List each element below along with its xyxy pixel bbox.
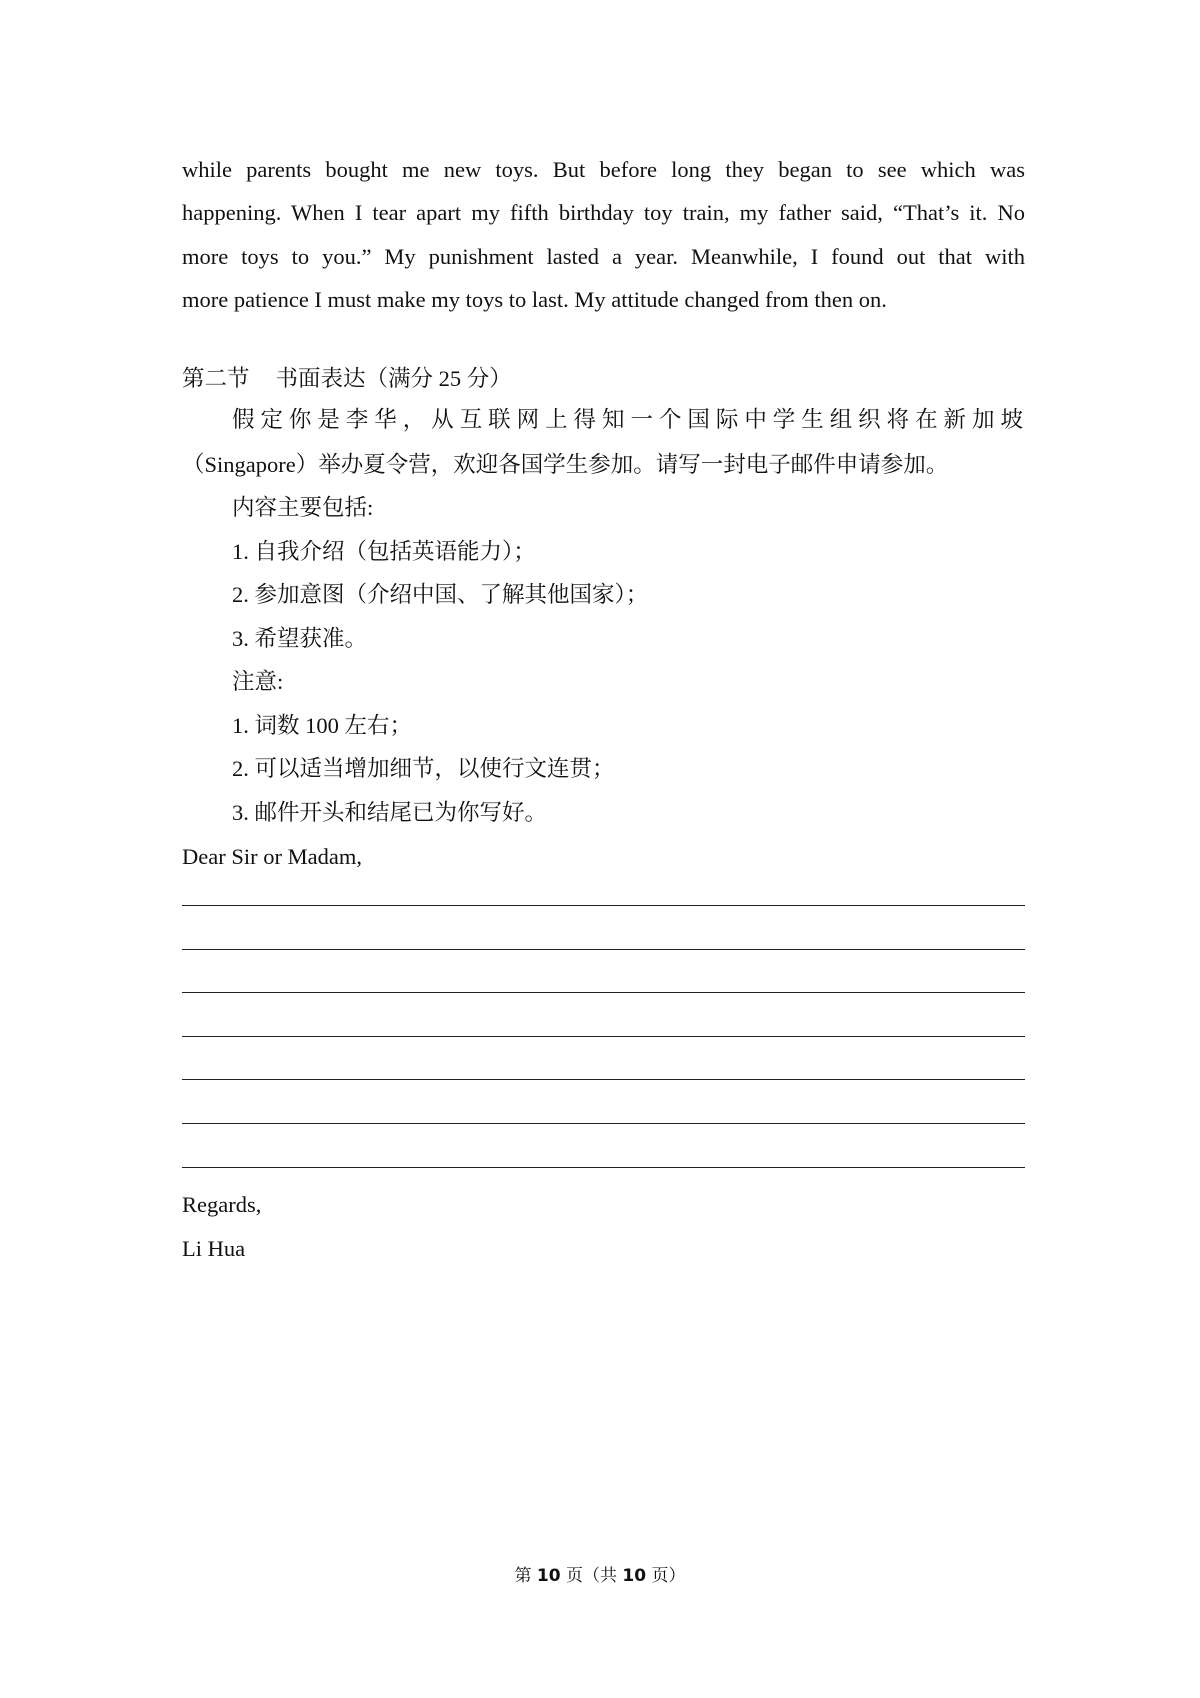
writing-line bbox=[182, 1036, 1025, 1037]
note-item-1: 1. 词数 100 左右； bbox=[232, 713, 413, 738]
writing-line bbox=[182, 905, 1025, 906]
section-number: 第二节 bbox=[182, 366, 250, 391]
writing-line bbox=[182, 992, 1025, 993]
section-heading bbox=[182, 364, 512, 394]
writing-line bbox=[182, 1123, 1025, 1124]
passage-line-3: more toys to you.” My punishment lasted a year. Meanwhile, I found out that with bbox=[182, 244, 1025, 269]
passage-line-4: more patience I must make my toys to last. My attitude changed from then on. bbox=[182, 287, 887, 312]
passage-line-2: happening. When I tear apart my fifth birthday toy train, my father said, “That’s it. No bbox=[182, 200, 1025, 225]
footer-prefix: 第 bbox=[514, 1566, 532, 1586]
passage-line-1: while parents bought me new toys. But before long they began to see which was bbox=[182, 157, 1025, 182]
content-item-1: 1. 自我介绍（包括英语能力）； bbox=[232, 539, 536, 564]
letter-salutation: Dear Sir or Madam, bbox=[182, 844, 362, 869]
note-item-3: 3. 邮件开头和结尾已为你写好。 bbox=[232, 800, 548, 825]
footer-current-page: 10 bbox=[536, 1566, 561, 1586]
section-title: 书面表达（满分 25 分） bbox=[275, 366, 512, 391]
writing-line bbox=[182, 949, 1025, 950]
prompt-line-1: 假定你是李华，从互联网上得知一个国际中学生组织将在新加坡 bbox=[232, 407, 1025, 432]
content-header: 内容主要包括: bbox=[232, 495, 374, 520]
prompt-line-2: （Singapore）举办夏令营，欢迎各国学生参加。请写一封电子邮件申请参加。 bbox=[182, 452, 949, 477]
note-item-2: 2. 可以适当增加细节，以使行文连贯； bbox=[232, 756, 615, 781]
page-footer bbox=[0, 1561, 1200, 1586]
content-item-2: 2. 参加意图（介绍中国、了解其他国家）； bbox=[232, 582, 649, 607]
footer-middle: 页（共 bbox=[566, 1566, 617, 1586]
notes-header: 注意: bbox=[232, 669, 284, 694]
letter-closing: Regards, bbox=[182, 1192, 262, 1217]
writing-line bbox=[182, 1167, 1025, 1168]
footer-suffix: 页） bbox=[651, 1566, 686, 1586]
letter-signature: Li Hua bbox=[182, 1236, 246, 1261]
content-item-3: 3. 希望获准。 bbox=[232, 626, 368, 651]
footer-total-pages: 10 bbox=[622, 1566, 647, 1586]
writing-line bbox=[182, 1079, 1025, 1080]
